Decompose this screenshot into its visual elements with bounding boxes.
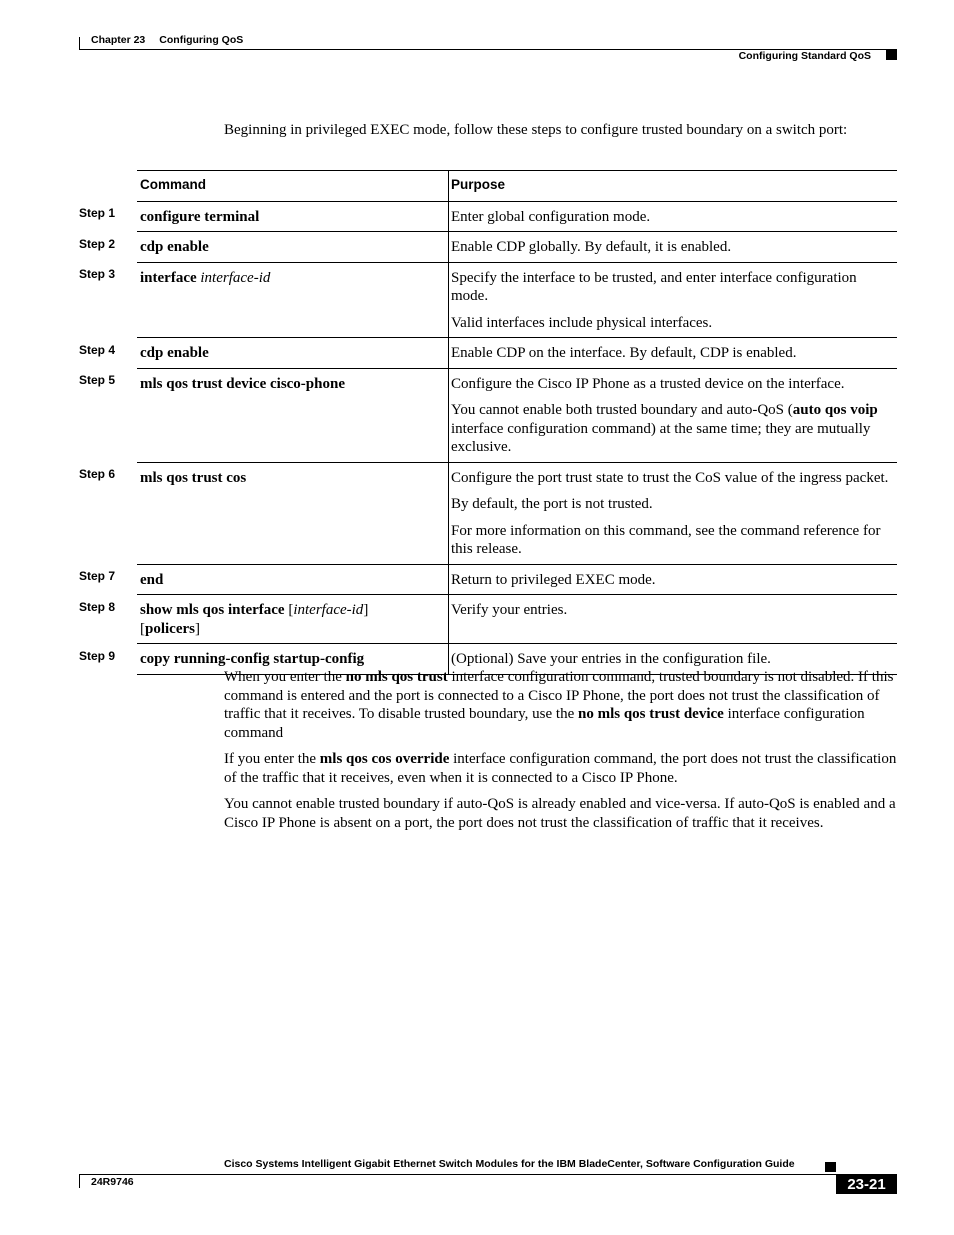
table-row [79,462,897,564]
bold-text: mls qos cos override [319,751,450,767]
text-run: Enable CDP on the interface. By default, CDP is enabled. [451,345,797,361]
chapter-title: Configuring QoS [159,34,244,46]
note-paragraph [224,668,899,742]
text-run: interface configuration command) at the same time; they are mutually exclusive. [451,420,871,455]
italic-text: interface-id [200,269,271,286]
text-run: Configure the port trust state to trust the CoS value of the ingress packet. [451,469,889,486]
text-run: You cannot enable both trusted boundary and auto-QoS ( [451,402,793,418]
page-number: 23-21 [836,1174,897,1194]
text-run: Verify your entries. [451,602,568,618]
column-header-command: Command [137,171,449,202]
text-run: [ [140,620,145,637]
purpose-paragraph [451,375,894,394]
section-title: Configuring Standard QoS [738,50,871,62]
header-marker [886,50,897,60]
bold-text: cdp enable [140,345,209,361]
purpose-paragraph [451,314,894,333]
table-row [79,262,897,338]
text-run: interface configuration command, the port does not trust the classification of the traffic that it receives, even when it is connected to a Cisco IP Phone. [224,751,897,786]
purpose-paragraph [451,601,894,620]
bold-text: cdp enable [140,239,209,255]
text-run: You cannot enable trusted boundary if auto-QoS is already enabled and vice-versa. If auto-QoS is enabled and a Cisco IP Phone is absent on a port, the port does not trust the classification of traffic that it receives. [224,796,896,831]
text-run: For more information on this command, see the command reference for this release. [451,522,881,557]
purpose-cell [449,595,898,644]
text-run: By default, the port is not trusted. [451,496,653,512]
command-cell [137,462,449,564]
purpose-paragraph [451,571,894,590]
column-header-purpose: Purpose [449,171,898,202]
text-run: [ [288,602,294,618]
purpose-paragraph [451,495,894,514]
text-run: interface configuration command [224,706,865,741]
purpose-cell [449,232,898,263]
purpose-cell [449,338,898,369]
step-label: Step 9 [79,648,116,663]
table-header-row [79,171,897,202]
text-run: (Optional) Save your entries in the configuration file. [451,651,771,667]
command-cell [137,595,449,644]
purpose-paragraph [451,401,894,457]
table-row [79,595,897,644]
step-label: Step 8 [79,599,116,614]
command-cell [137,232,449,263]
bold-text: mls qos trust device cisco-phone [140,375,345,392]
bold-text: end [140,571,164,588]
text-run: Return to privileged EXEC mode. [451,571,656,588]
table-row [79,201,897,232]
command-cell [137,368,449,462]
text-run: Enter global configuration mode. [451,208,651,225]
footer-rule-vertical [79,1174,80,1188]
intro-paragraph: Beginning in privileged EXEC mode, follow these steps to configure trusted boundary on a switch port: [224,122,848,138]
purpose-cell [449,368,898,462]
text-run: When you enter the [224,669,346,685]
footer-marker [825,1162,836,1172]
purpose-cell [449,462,898,564]
command-cell [137,201,449,232]
step-label: Step 5 [79,373,116,387]
command-cell [137,564,449,595]
step-label: Step 4 [79,342,116,357]
step-label: Step 7 [79,569,116,583]
footer-rule [79,1174,897,1175]
table-row [79,368,897,462]
text-run: Enable CDP globally. By default, it is enabled. [451,239,732,255]
running-header [91,34,243,46]
command-cell [137,262,449,338]
step-label: Step 6 [79,467,116,481]
purpose-paragraph [451,344,894,363]
document-number: 24R9746 [91,1176,134,1188]
purpose-cell [449,564,898,595]
purpose-cell [449,201,898,232]
table-row [79,564,897,595]
purpose-paragraph [451,208,894,227]
steps-table [79,170,897,675]
purpose-cell [449,262,898,338]
table-row [79,338,897,369]
step-label: Step 3 [79,267,116,281]
purpose-paragraph [451,469,894,488]
notes-section [224,668,899,840]
chapter-number: Chapter 23 [91,34,146,46]
text-run: ] [363,602,369,618]
step-label: Step 2 [79,236,116,251]
bold-text: copy running-config startup-config [140,651,365,667]
text-run: Specify the interface to be trusted, and enter interface configuration mode. [451,269,857,304]
text-run: Valid interfaces include physical interfaces. [451,314,713,331]
bold-text: show mls qos interface [140,602,289,618]
text-run: If you enter the [224,751,320,767]
bold-text: configure terminal [140,208,260,225]
bold-text: auto qos voip [792,402,878,418]
bold-text: policers [145,620,195,637]
bold-text: no mls qos trust device [577,706,724,722]
text-run: Configure the Cisco IP Phone as a trusted device on the interface. [451,375,845,392]
purpose-paragraph [451,522,894,559]
footer-title: Cisco Systems Intelligent Gigabit Ethernet Switch Modules for the IBM BladeCenter, Software Configuration Guide [224,1158,795,1170]
purpose-paragraph [451,650,894,669]
italic-text: interface-id [293,602,364,618]
bold-text: interface [140,269,201,286]
text-run: ] [195,620,200,637]
bold-text: mls qos trust cos [140,469,247,486]
bold-text: no mls qos trust [345,669,448,685]
step-label: Step 1 [79,206,116,220]
note-paragraph [224,750,899,787]
table-row [79,232,897,263]
note-paragraph [224,795,899,832]
purpose-paragraph [451,238,894,257]
purpose-paragraph [451,269,894,306]
command-cell [137,338,449,369]
text-run: interface configuration command, trusted boundary is not disabled. If this command is entered and the port is connected to a Cisco IP Phone, the port does not trust the classification of traffic that it receives. To disable trusted boundary, use the [224,669,894,722]
